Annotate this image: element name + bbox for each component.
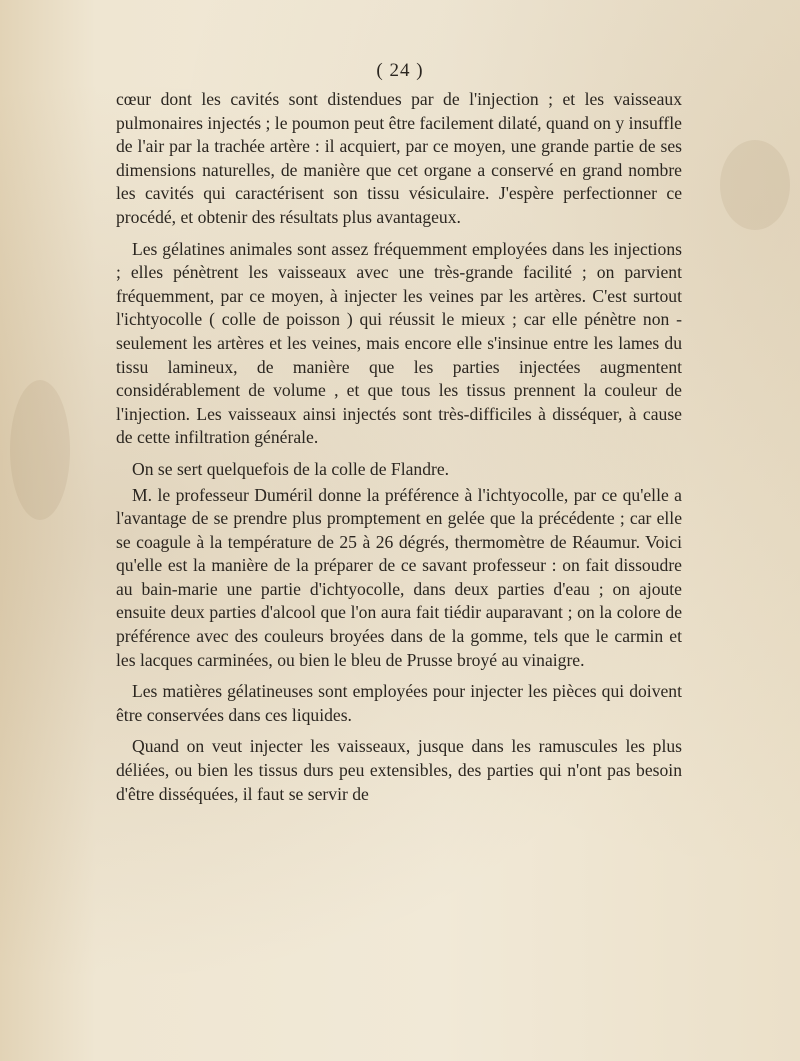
- paragraph-2: Les gélatines animales sont assez fréquemment employées dans les injections ; elles pénètrent les vaisseaux avec une très-grande facilité ; on parvient fréquemment, par ce moyen, à injecter les veines par les artères. C'est surtout l'ichtyocolle ( colle de poisson ) qui réussit le mieux ; car elle pénètre non - seulement les artères et les veines, mais encore elle s'insinue entre les lames du tissu lamineux, de manière que les parties injectées augmentent considérablement de volume , et que tous les tissus prennent la couleur de l'injection. Les vaisseaux ainsi injectés sont très-difficiles à disséquer, à cause de cette infiltration générale.: [116, 238, 682, 448]
- paragraph-6: Quand on veut injecter les vaisseaux, jusque dans les ramuscules les plus déliées, ou bien les tissus durs peu extensibles, des parties qui n'ont pas besoin d'être disséquées, il faut se servir de: [116, 736, 682, 804]
- page-number: ( 24 ): [376, 60, 424, 81]
- paper-stain: [10, 380, 70, 520]
- paragraph-4: M. le professeur Duméril donne la préférence à l'ichtyocolle, par ce qu'elle a l'avantage de se prendre plus promptement en gelée que la précédente ; car elle se coagule à la température de 25 à 26 dégrés, thermomètre de Réaumur. Voici qu'elle est la manière de la préparer de ce savant professeur : on fait dissoudre au bain-marie une partie d'ichtyocolle, dans deux parties d'eau ; on ajoute ensuite deux parties d'alcool que l'on aura fait tiédir auparavant ; on la colore de préférence avec des couleurs broyées dans de la gomme, tels que le carmin et les lacques carminées, ou bien le bleu de Prusse broyé au vinaigre.: [116, 484, 682, 670]
- body-text: [116, 88, 682, 806]
- paragraph-3: On se sert quelquefois de la colle de Flandre.: [132, 458, 450, 479]
- paragraph-1: cœur dont les cavités sont distendues par de l'injection ; et les vaisseaux pulmonaires injectés ; le poumon peut être facilement dilaté, quand on y insuffle de l'air par la trachée artère : il acquiert, par ce moyen, une grande partie de ses dimensions naturelles, de manière que cet organe a conservé en grand nombre les cavités qui caractérisent son tissu vésiculaire. J'espère perfectionner ce procédé, et obtenir des résultats plus avantageux.: [116, 89, 682, 227]
- paragraph-5: Les matières gélatineuses sont employées pour injecter les pièces qui doivent être conservées dans ces liquides.: [116, 681, 682, 725]
- paper-stain: [720, 140, 790, 230]
